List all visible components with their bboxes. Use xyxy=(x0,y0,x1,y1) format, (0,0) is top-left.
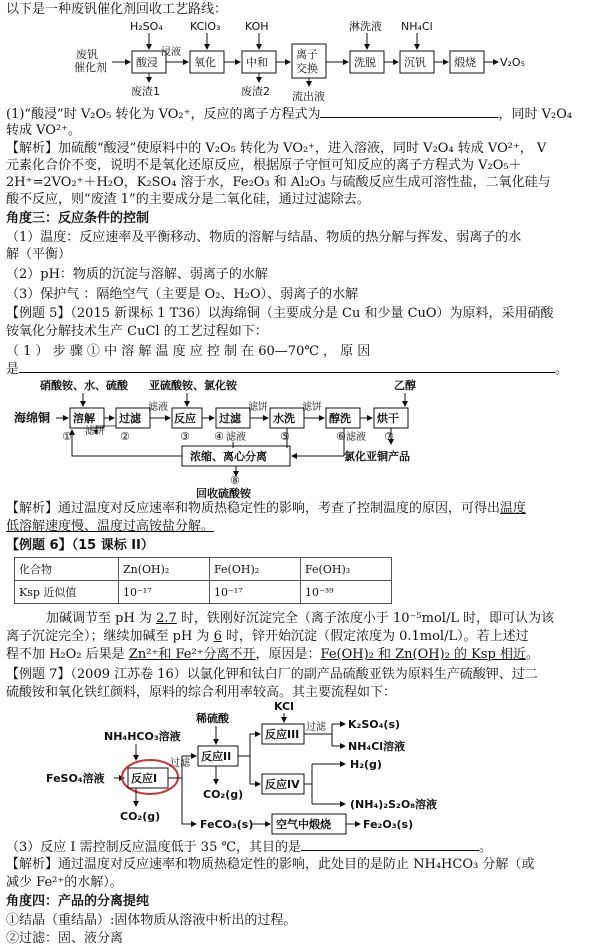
cond-line-3: （2）pH：物质的沉淀与溶解、弱离子的水解 xyxy=(6,267,268,282)
flow-diagram-cucl xyxy=(0,376,608,500)
ex6-heading: 【例题 6】（15 课标 II） xyxy=(6,538,154,553)
f1-outflow: 流出液 xyxy=(292,90,325,102)
f2-label-cake-2: 滤饼 xyxy=(248,402,268,413)
cond-line-2: 解（平衡） xyxy=(6,247,72,262)
ex5-period: 。 xyxy=(555,362,569,377)
ex6-t3: 离子沉淀完全）；继续加碱至 pH 为 xyxy=(6,629,214,644)
ex6-ans-ph2: 6 xyxy=(213,629,222,644)
f2-num-4: ④ xyxy=(214,430,224,443)
ex7-line-2: 硫酸铵和氧化铁红颜料，原料的综合利用率较高。其主要流程如下： xyxy=(6,685,397,700)
ksp-table xyxy=(14,557,392,604)
f2-step-dry: 烘干 xyxy=(377,412,399,425)
sep-line-1: ①结晶（重结晶）:固体物质从溶液中析出的过程。 xyxy=(6,913,297,928)
f3-node-2: 反应II xyxy=(201,750,232,763)
jiexi5-answer-1: 温度 xyxy=(500,501,527,516)
f2-step-filter-1: 过滤 xyxy=(119,412,141,425)
q1-answer-blank[interactable] xyxy=(320,105,498,118)
table-cell: Fe(OH)₃ xyxy=(301,558,392,581)
f3-node-3: 反应III xyxy=(265,728,300,741)
f2-num-2: ② xyxy=(120,430,130,443)
ex5-answer-blank[interactable] xyxy=(19,360,555,373)
f1-start-2: 催化剂 xyxy=(74,61,107,74)
f2-step-filter-2: 过滤 xyxy=(219,412,241,425)
f2-reagent-2: 亚硫酸铵、氯化铵 xyxy=(149,379,237,392)
q3-text: （3）反应 I 需控制反应温度低于 35 ℃，其目的是 xyxy=(6,840,302,855)
f1-step-oxidize: 氧化 xyxy=(194,56,216,69)
sep-line-2: ②过滤：固、液分离 xyxy=(6,931,124,946)
f3-input-kcl: KCl xyxy=(274,700,294,713)
ex6-line-1 xyxy=(46,610,602,627)
f1-step-precip: 沉钒 xyxy=(404,56,426,69)
f2-label-filtrate-2: 滤液 xyxy=(226,432,246,443)
f3-out-k2so4: K₂SO₄(s) xyxy=(348,718,401,731)
ex5-line-3: （ 1 ） 步 骤 ① 中 溶 解 温 度 应 控 制 在 60—70℃ ， 原 因 xyxy=(6,344,371,359)
f1-step-ion: 离子 xyxy=(296,48,318,61)
table-cell: 10⁻¹⁷ xyxy=(119,581,210,604)
cond-line-4: （3）保护气 ：隔绝空气（主要是 O₂、H₂O）、弱离子的水解 xyxy=(6,287,359,302)
f3-input-feso4: FeSO₄溶液 xyxy=(46,772,105,785)
ex6-line-3 xyxy=(6,646,602,663)
q1-line-1 xyxy=(6,105,602,123)
f2-label-filtrate-1: 滤液 xyxy=(148,402,168,413)
f2-product: 氯化亚铜产品 xyxy=(344,450,410,463)
f1-step-acid: 酸浸 xyxy=(136,56,158,69)
f2-step-dissolve: 溶解 xyxy=(73,412,95,425)
intro-line: 以下是一种废钒催化剂回收工艺路线： xyxy=(6,2,228,17)
f1-reagent-kclo3: KClO₃ xyxy=(190,20,221,33)
table-row xyxy=(15,558,392,581)
ex6-ans-consequence: Zn²⁺和 Fe²⁺分离不开 xyxy=(128,647,256,662)
f2-reagent-1: 硝酸铵、水、硫酸 xyxy=(40,379,128,392)
f1-step-ion-2: 交换 xyxy=(296,62,318,75)
f3-input-acid: 稀硫酸 xyxy=(196,712,229,725)
f1-step-neutral: 中和 xyxy=(246,56,268,69)
ex6-t6: 程不加 H₂O₂ 后果是 xyxy=(6,647,129,662)
angle4-heading: 角度四：产品的分离提纯 xyxy=(6,894,150,909)
jiexi1-line-2: 元素化合价不变，说明不是氧化还原反应，根据原子守恒可知反应的离子方程式为 V₂O₅＋ xyxy=(6,158,522,173)
jiexi1-line-1: 【解析】加硫酸“酸浸”使原料中的 V₂O₅ 转化为 VO₂⁺，进入溶液，同时 V₂O₄ 转成 VO²⁺， V xyxy=(6,141,547,156)
table-cell: Fe(OH)₂ xyxy=(210,558,301,581)
f2-step-react: 反应 xyxy=(174,412,196,425)
cond-line-1: （1）温度：反应速率及平衡移动、物质的溶解与结晶、物质的热分解与挥发、弱离子的水 xyxy=(6,230,522,245)
jiexi5-line-1 xyxy=(6,500,602,517)
jiexi7-line-1: 【解析】通过温度对反应速率和物质热稳定性的影响，此处目的是防止 NH₄HCO₃ 分解（或 xyxy=(6,857,535,872)
f2-label-cake-3: 滤饼 xyxy=(302,402,322,413)
f1-product: V₂O₅ xyxy=(500,56,526,69)
ex7-line-1: 【例题 7】（2009 江苏卷 16）以氯化钾和钛白厂的副产品硫酸亚铁为原料生产硫酸钾、过二 xyxy=(6,667,538,682)
f2-start: 海绵铜 xyxy=(14,411,51,425)
f3-out-nh4cl: NH₄Cl溶液 xyxy=(348,740,406,753)
f1-step-elute: 洗脱 xyxy=(354,56,376,69)
f1-waste-2: 废渣2 xyxy=(241,85,270,98)
f2-num-1: ① xyxy=(62,430,72,443)
f1-reagent-wash: 淋洗液 xyxy=(349,20,382,33)
flow-diagram-k2so4 xyxy=(0,700,608,838)
f1-reagent-h2so4: H₂SO₄ xyxy=(130,20,163,33)
f3-out-fe2o3: Fe₂O₃(s) xyxy=(363,818,414,831)
f2-num-5: ⑤ xyxy=(280,430,290,443)
table-cell: Zn(OH)₂ xyxy=(119,558,210,581)
ex6-line-2 xyxy=(6,628,602,645)
table-cell: Ksp 近似值 xyxy=(15,581,119,604)
f3-node-calcine: 空气中煅烧 xyxy=(276,818,331,831)
ex5-line-1: 【例题 5】（2015 新课标 1 T36）以海绵铜（主要成分是 Cu 和少量 CuO）为原料，采用硝酸 xyxy=(6,306,554,321)
angle3-heading: 角度三：反应条件的控制 xyxy=(6,211,150,226)
ex6-t8: ，原因是： xyxy=(255,647,321,662)
q1-text-1: (1)“酸浸”时 V₂O₅ 转化为 VO₂⁺，反应的离子方程式为 xyxy=(6,107,321,122)
ex6-t0: 加碱调节至 pH 为 xyxy=(46,611,157,626)
f3-label-filter-2: 过滤 xyxy=(306,722,326,733)
q3-end: 。 xyxy=(479,840,493,855)
jiexi5-line-2: 低溶解速度慢、温度过高铵盐分解。 xyxy=(6,519,215,534)
f3-input-nh4hco3: NH₄HCO₃溶液 xyxy=(104,730,181,743)
f2-num-6: ⑥ xyxy=(336,430,346,443)
f3-out-co2-1: CO₂(g) xyxy=(120,810,161,823)
f1-reagent-koh: KOH xyxy=(245,20,269,33)
ex6-ans-ph1: 2.7 xyxy=(156,611,177,626)
f2-label-filtrate-3: 滤液 xyxy=(346,432,366,443)
ex5-text-4: 是 xyxy=(6,362,20,377)
ex6-t2: 时，铁刚好沉淀完全（离子浓度小于 10⁻⁵mol/L 时，即可认为该 xyxy=(176,611,555,626)
f2-step-alcohol: 醇洗 xyxy=(329,412,351,425)
f1-reagent-nh4cl: NH₄Cl xyxy=(401,20,433,33)
f2-step-water: 水洗 xyxy=(273,412,295,425)
ex6-t5: 时，锌开始沉淀（假定浓度为 0.1mol/L）。若上述过 xyxy=(221,629,529,644)
ex6-ans-reason: Fe(OH)₂ 和 Zn(OH)₂ 的 Ksp 相近 xyxy=(320,647,527,662)
table-cell: 10⁻³⁹ xyxy=(301,581,392,604)
table-cell: 化合物 xyxy=(15,558,119,581)
f3-out-s2o8: (NH₄)₂S₂O₈溶液 xyxy=(350,798,438,811)
f3-label-filter-1: 过滤 xyxy=(170,758,190,769)
f1-step-calcine: 煅烧 xyxy=(454,56,476,69)
jiexi1-line-4: 酸不反应，则“废渣 1”的主要成分是二氧化硅，通过过滤除去。 xyxy=(6,192,370,207)
table-cell: 10⁻¹⁷ xyxy=(210,581,301,604)
f2-recover: 回收硫酸铵 xyxy=(196,487,251,500)
f3-node-1: 反应I xyxy=(131,772,158,785)
q3-answer-blank[interactable] xyxy=(301,838,479,851)
f3-node-4: 反应IV xyxy=(265,778,300,791)
q3-line xyxy=(6,838,602,856)
ex5-line-2: 铵氧化分解技术生产 CuCl 的工艺过程如下： xyxy=(6,324,268,339)
jiexi1-line-3: 2H⁺=2VO₂⁺＋H₂O，K₂SO₄ 溶于水，Fe₂O₃ 和 Al₂O₃ 与硫酸反应生成可溶性盐，二氧化硅与 xyxy=(6,175,551,190)
f3-out-co2-2: CO₂(g) xyxy=(203,788,244,801)
f3-out-feco3: FeCO₃(s) xyxy=(200,818,254,831)
f1-waste-1: 废渣1 xyxy=(131,85,160,98)
f1-label-leach: 浸液 xyxy=(161,47,181,58)
ex6-t10: 。 xyxy=(526,647,540,662)
f1-start-1: 废钒 xyxy=(76,48,98,61)
q1-line-2: 转成 VO²⁺。 xyxy=(6,123,82,138)
f2-num-3: ③ xyxy=(180,430,190,443)
flow-diagram-vanadium xyxy=(0,18,608,102)
f2-concentrate: 浓缩、离心分离 xyxy=(190,450,267,463)
table-row xyxy=(15,581,392,604)
f2-num-8: ⑧ xyxy=(230,474,240,487)
f2-num-7: ⑦ xyxy=(384,430,394,443)
f2-label-cake-1: 滤饼 xyxy=(85,426,105,437)
jiexi7-line-2: 减少 Fe²⁺的水解）。 xyxy=(6,875,123,890)
jiexi5-text-1: 【解析】通过温度对反应速率和物质热稳定性的影响，考查了控制温度的原因，可得出 xyxy=(6,501,501,516)
f2-reagent-3: 乙醇 xyxy=(394,379,416,392)
q1-text-2: ，同时 V₂O₄ xyxy=(498,107,573,122)
f3-out-h2: H₂(g) xyxy=(350,758,382,771)
